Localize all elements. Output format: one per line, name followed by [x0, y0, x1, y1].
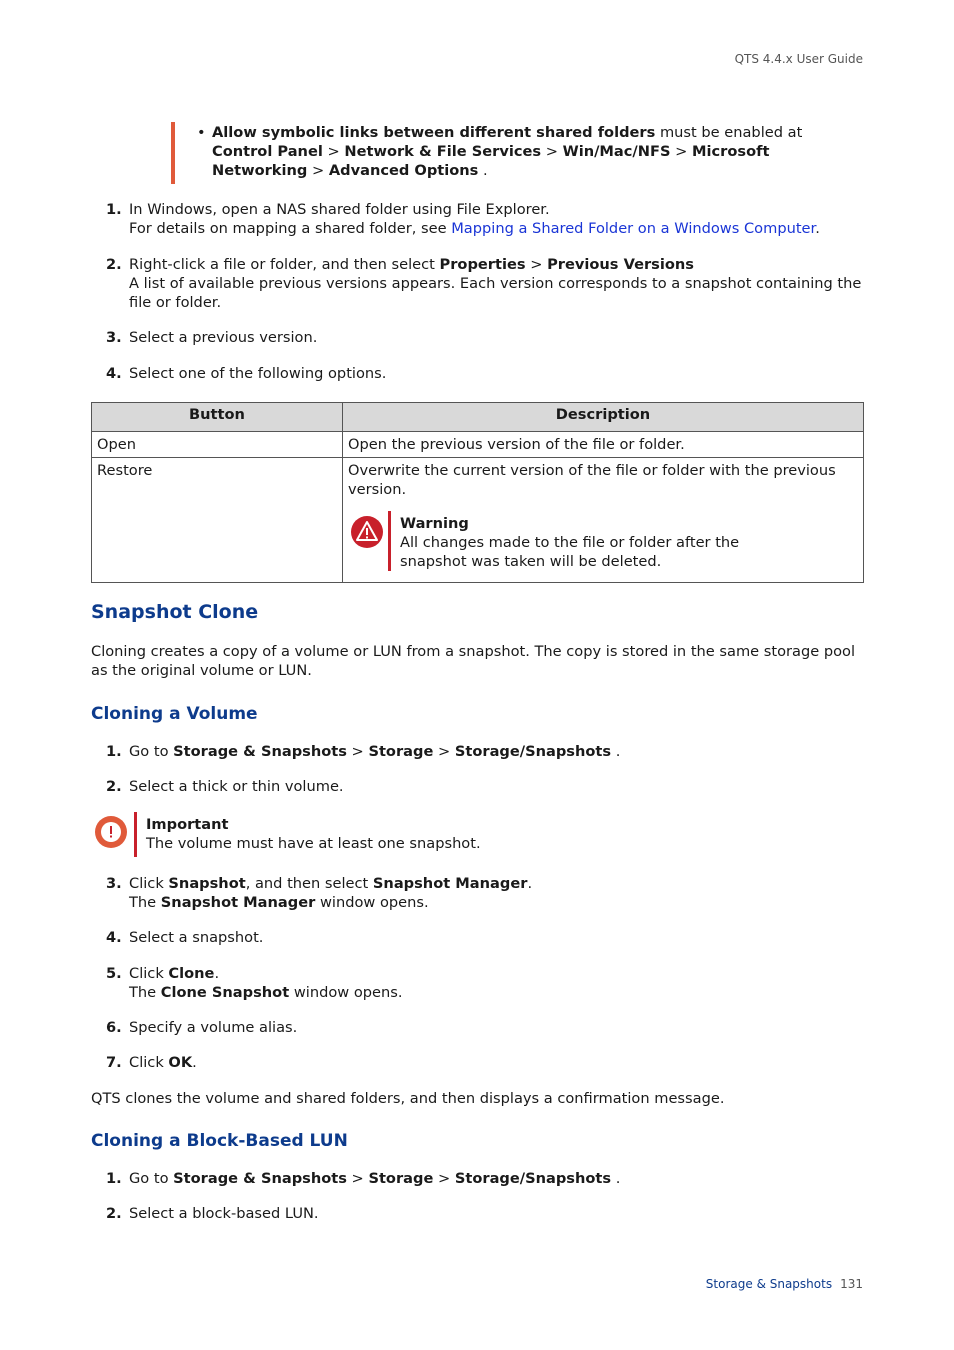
path-win-mac-nfs: Win/Mac/NFS [562, 143, 671, 160]
path-advanced-options: Advanced Options [328, 162, 479, 179]
bullet: • [197, 124, 206, 141]
column-header: Button [92, 403, 343, 432]
volume-step-5: 5. Click Clone. The Clone Snapshot window opens. [106, 965, 403, 1001]
note-text: Allow symbolic links between different shared folders must be enabled at Control Panel > Network & File Services > Win/Mac/NFS > Microsoft Networking > Advanced Options . [212, 124, 803, 179]
warning-title: Warning [400, 515, 469, 532]
important-bar [134, 812, 137, 857]
important-title: Important [146, 816, 229, 833]
step-2: 2. Right-click a file or folder, and then select Properties > Previous Versions A list of available previous versions appears. Each version corresponds to a snapshot containing the file or folder. [106, 256, 862, 311]
page-number: 131 [840, 1277, 863, 1291]
important-callout [146, 815, 481, 853]
section-title: Snapshot Clone [91, 601, 259, 623]
options-table [91, 402, 864, 583]
volume-step-1: 1. Go to Storage & Snapshots > Storage > Storage/Snapshots . [106, 743, 621, 760]
warning-bar [388, 511, 391, 571]
note-callout [197, 123, 837, 180]
footer-section: Storage & Snapshots [705, 1277, 833, 1291]
path-control-panel: Control Panel [212, 143, 323, 160]
volume-step-2: 2. Select a thick or thin volume. [106, 778, 344, 795]
warning-text: All changes made to the file or folder after the snapshot was taken will be deleted. [400, 534, 740, 570]
section-intro: Cloning creates a copy of a volume or LUN from a snapshot. The copy is stored in the same storage pool as the original volume or LUN. [91, 643, 856, 679]
step-3: 3. Select a previous version. [106, 329, 318, 346]
important-text: The volume must have at least one snapshot. [146, 835, 481, 852]
table-header-row [92, 403, 864, 432]
note-bar [171, 122, 175, 184]
step-1: 1. In Windows, open a NAS shared folder using File Explorer. For details on mapping a shared folder, see Mapping a Shared Folder on a Windows Computer. [106, 201, 820, 237]
table-cell: Restore [92, 458, 343, 583]
page-footer [706, 1275, 863, 1294]
lun-step-1: 1. Go to Storage & Snapshots > Storage > Storage/Snapshots . [106, 1170, 621, 1187]
table-cell: Open [92, 432, 343, 458]
subsection-title-volume: Cloning a Volume [91, 704, 258, 724]
table-cell: Open the previous version of the file or folder. [343, 432, 864, 458]
mapping-shared-folder-link[interactable]: Mapping a Shared Folder on a Windows Computer [451, 220, 816, 237]
volume-after-text: QTS clones the volume and shared folders, and then displays a confirmation message. [91, 1090, 725, 1107]
path-microsoft-networking: Microsoft Networking [212, 143, 770, 179]
volume-step-4: 4. Select a snapshot. [106, 929, 264, 946]
setting-name: Allow symbolic links between different shared folders [212, 124, 656, 141]
volume-step-6: 6. Specify a volume alias. [106, 1019, 298, 1036]
table-row [92, 432, 864, 458]
lun-step-2: 2. Select a block-based LUN. [106, 1205, 319, 1222]
warning-callout [348, 511, 858, 571]
table-cell: Overwrite the current version of the file or folder with the previous version. Warning All changes made to the file or folder after the snapshot was taken will be deleted. [343, 458, 864, 583]
page-header: QTS 4.4.x User Guide [734, 52, 863, 66]
important-exclamation-icon [94, 815, 128, 854]
warning-triangle-icon [350, 515, 384, 554]
subsection-title-lun: Cloning a Block-Based LUN [91, 1131, 348, 1151]
column-header: Description [343, 403, 864, 432]
volume-step-3: 3. Click Snapshot, and then select Snapshot Manager. The Snapshot Manager window opens. [106, 875, 533, 911]
table-row [92, 458, 864, 583]
volume-step-7: 7. Click OK. [106, 1054, 197, 1071]
step-4: 4. Select one of the following options. [106, 365, 387, 382]
path-network-file-services: Network & File Services [344, 143, 542, 160]
